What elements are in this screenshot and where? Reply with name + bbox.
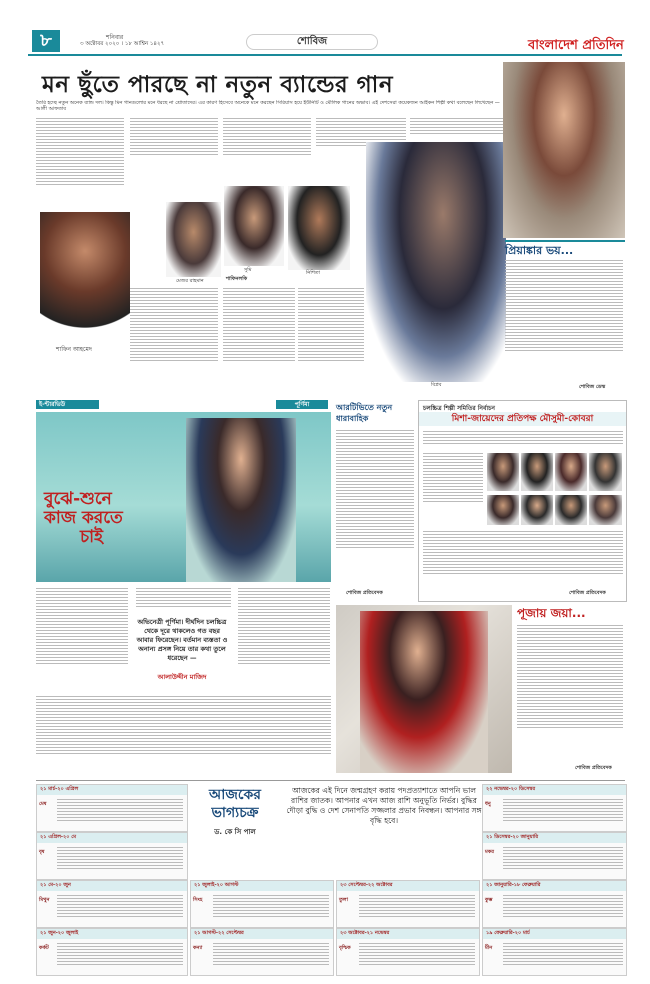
issue-day: শনিবার — [106, 34, 124, 41]
election-intro — [423, 429, 623, 449]
sign-cancer-range: ২১ জুন-২০ জুলাই — [37, 929, 187, 939]
story-column-6 — [130, 286, 218, 386]
sign-aries-range: ২১ মার্চ-২০ এপ্রিল — [37, 785, 187, 795]
main-story — [36, 62, 516, 392]
sign-taurus — [36, 832, 188, 880]
puja-byline: শোবিজ প্রতিবেদক — [575, 765, 612, 771]
story-column-5 — [410, 116, 506, 136]
horoscope-title-line-2: ভাগ্যচক্র — [211, 805, 259, 821]
election-body — [423, 529, 623, 589]
sign-capricorn-text — [503, 845, 623, 877]
puja-body — [517, 623, 623, 763]
serial-byline: শোবিজ প্রতিবেদক — [346, 590, 383, 596]
serial-body — [336, 428, 414, 590]
sign-virgo-name: কন্যা — [193, 945, 203, 951]
issue-date: ৩ অক্টোবর ২০২০ । ১৮ আশ্বিন ১৪২৭ — [80, 41, 165, 47]
story-column-2 — [130, 116, 218, 156]
horoscope-author: ড. কে সি পাল — [214, 828, 256, 836]
sign-virgo — [190, 928, 334, 976]
sign-scorpio-name: বৃশ্চিক — [339, 945, 351, 951]
nishita-photo — [288, 186, 350, 270]
candidate-photo-6 — [521, 495, 553, 525]
sign-aquarius-range: ২১ জানুয়ারি-১৮ ফেব্রুয়ারি — [483, 881, 626, 891]
candidate-photo-8 — [589, 495, 622, 525]
sign-cancer-name: কর্কট — [39, 945, 49, 951]
sign-capricorn-name: মকর — [485, 849, 495, 855]
sign-taurus-text — [57, 845, 183, 877]
election-byline: শোবিজ প্রতিবেদক — [569, 590, 606, 596]
sign-libra-name: তুলা — [339, 897, 348, 903]
interview-column-3 — [238, 586, 330, 690]
candidate-photo-1 — [487, 453, 519, 491]
interview-column-2 — [136, 586, 231, 616]
biplob-caption: বিপ্লব — [431, 382, 442, 388]
interview-pin: পূর্ণিমা — [276, 400, 328, 409]
sign-pisces-range: ১৯ ফেব্রুয়ারি-২০ মার্চ — [483, 929, 626, 939]
header-rule — [28, 54, 622, 56]
major-rahman-caption: মেজর রাহমান — [176, 278, 204, 284]
section-label: শোবিজ — [246, 34, 378, 50]
joya-photo — [360, 611, 488, 773]
sign-dhanu-range: ২২ নভেম্বর-২০ ডিসেম্বর — [483, 785, 626, 795]
sign-dhanu — [482, 784, 627, 832]
interview-tag: ই-ন্টারভিউ — [36, 400, 99, 409]
shafin-photo — [40, 212, 130, 342]
main-headline: মন ছুঁতে পারছে না নতুন ব্যান্ডের গান — [42, 72, 394, 98]
candidate-photo-3 — [555, 453, 587, 491]
story-column-label: শাফিনলকি — [226, 276, 248, 282]
interview-headline-line-2: কাজ করতে — [44, 508, 123, 528]
interview-headline-line-1: বুঝে-শুনে — [44, 489, 112, 509]
sumi-photo — [224, 186, 284, 266]
interview-column-1 — [36, 586, 128, 690]
sign-dhanu-name: ধনু — [485, 801, 491, 807]
sign-libra-text — [359, 893, 475, 925]
nishita-caption: নিশিতা — [306, 270, 321, 276]
sign-gemini — [36, 880, 188, 928]
interview-headline-line-3: চাই — [80, 527, 103, 547]
sign-pisces-name: মীন — [485, 945, 493, 951]
serial-title-line-2: ধারাবাহিক — [336, 414, 369, 423]
sign-capricorn — [482, 832, 627, 880]
sign-leo-name: সিংহ — [193, 897, 203, 903]
sign-pisces — [482, 928, 627, 976]
sign-aquarius — [482, 880, 627, 928]
sign-taurus-name: বৃষ — [39, 849, 45, 855]
horoscope-top-rule — [36, 780, 625, 781]
sign-aquarius-name: কুম্ভ — [485, 897, 493, 903]
brand-logo: বাংলাদেশ প্রতিদিন — [528, 38, 624, 53]
major-rahman-photo — [166, 202, 221, 277]
priyanka-title: প্রিয়াঙ্কার ভয়... — [505, 240, 625, 256]
sign-aries — [36, 784, 188, 832]
sign-aries-name: মেষ — [39, 801, 47, 807]
biplob-photo — [366, 142, 506, 382]
sign-aries-text — [57, 797, 183, 829]
page-header — [28, 28, 622, 56]
interview-continuation — [36, 694, 331, 774]
sign-gemini-range: ২১ মে-২০ জুন — [37, 881, 187, 891]
page-number-badge: ৮ — [32, 30, 60, 52]
candidate-photo-7 — [555, 495, 587, 525]
horoscope-intro: আজকের এই দিনে জন্মগ্রহণ করায় পদপ্রত্যাশাতে আপনি ভাল রাশির জাতক। আপনার এখন আজ রাশি অনুভূতি নির্ভর। বুদ্ধির দৌড়া বুদ্ধি ও দেশ সেনাপতি সজ্জলার প্রভাব নিবন্ধন। আপনার সঙ্গ বৃদ্ধি হবে। — [286, 786, 482, 825]
story-column-1 — [36, 116, 124, 186]
sign-libra — [336, 880, 480, 928]
interview-section — [36, 400, 331, 690]
priyanka-story — [503, 62, 625, 392]
sign-dhanu-text — [503, 797, 623, 829]
sign-aquarius-text — [503, 893, 623, 925]
serial-title — [336, 402, 414, 424]
priyanka-byline: শোবিজ ডেস্ক — [579, 384, 606, 390]
sign-leo-range: ২১ জুলাই-২০ আগস্ট — [191, 881, 333, 891]
priyanka-photo — [503, 62, 625, 238]
shafin-caption: শাফিন আহমেদ — [56, 346, 92, 353]
horoscope-right-column — [482, 784, 625, 980]
priyanka-body — [505, 258, 623, 382]
candidate-photo-2 — [521, 453, 553, 491]
puja-story — [515, 605, 625, 773]
election-title: মিশা-জায়েদের প্রতিপক্ষ মৌসুমী-কোবরা — [419, 412, 626, 426]
sign-cancer — [36, 928, 188, 976]
horoscope-title-line-1: আজকের — [209, 787, 261, 803]
main-intro: তৈরি হচ্ছে নতুন অনেক ব্যান্ড দল। কিন্তু মিন গানগুলোর মনে ধরছে না শ্রোতাদের। এর কারণ হিসেবে অনেকে মনে করছেন সিরিয়াস হয়ে ইউনিটি ও মৌলিক গানের অভাব। এই দেশসেরা কয়েকজন আইকন শিল্পী কথা বলেছেন লিখেছেন — আলী আফতাব — [36, 100, 500, 112]
sign-scorpio — [336, 928, 480, 976]
joya-photo-frame — [336, 605, 512, 773]
sign-gemini-name: মিথুন — [39, 897, 50, 903]
interview-quote: অভিনেত্রী পূর্ণিমা। দীর্ঘদিন চলচ্চিত্র থেকে দূরে থাকলেও গত বছর আবার ফিরেছেন। বর্তমান ব্যস্ততা ও অনান্য প্রসঙ্গ নিয়ে তার কথা তুলে ধরেছেন — — [136, 618, 228, 662]
interview-author: আলাউদ্দীন মাজিদ — [157, 673, 207, 681]
sumi-caption: সুমি — [244, 267, 252, 273]
sign-leo-text — [213, 893, 329, 925]
sign-virgo-text — [213, 941, 329, 973]
sign-pisces-text — [503, 941, 623, 973]
sign-gemini-text — [57, 893, 183, 925]
interview-headline — [44, 490, 184, 547]
sign-cancer-text — [57, 941, 183, 973]
sign-capricorn-range: ২১ ডিসেম্বর-২০ জানুয়ারি — [483, 833, 626, 843]
story-column-3 — [223, 116, 311, 156]
candidate-photo-5 — [487, 495, 519, 525]
candidate-photo-4 — [589, 453, 622, 491]
sign-scorpio-text — [359, 941, 475, 973]
puja-title: পূজায় জয়া... — [517, 606, 586, 620]
election-subtitle: চলচ্চিত্র শিল্পী সমিতির নির্বাচন — [423, 405, 495, 412]
serial-story — [336, 400, 414, 600]
election-left-column — [423, 451, 483, 521]
serial-title-line-1: আরটিভিতে নতুন — [336, 403, 393, 412]
sign-virgo-range: ২১ আগস্ট-২২ সেপ্টেম্বর — [191, 929, 333, 939]
purnima-photo — [186, 418, 296, 582]
sign-libra-range: ২৩ সেপ্টেম্বর-২২ অক্টোবর — [337, 881, 479, 891]
sign-scorpio-range: ২৩ অক্টোবর-২১ নভেম্বর — [337, 929, 479, 939]
horoscope-title-box — [190, 786, 280, 872]
sign-leo — [190, 880, 334, 928]
story-column-7 — [223, 286, 295, 386]
story-column-8 — [298, 286, 364, 386]
sign-taurus-range: ২১ এপ্রিল-২০ মে — [37, 833, 187, 843]
election-story — [418, 400, 627, 602]
